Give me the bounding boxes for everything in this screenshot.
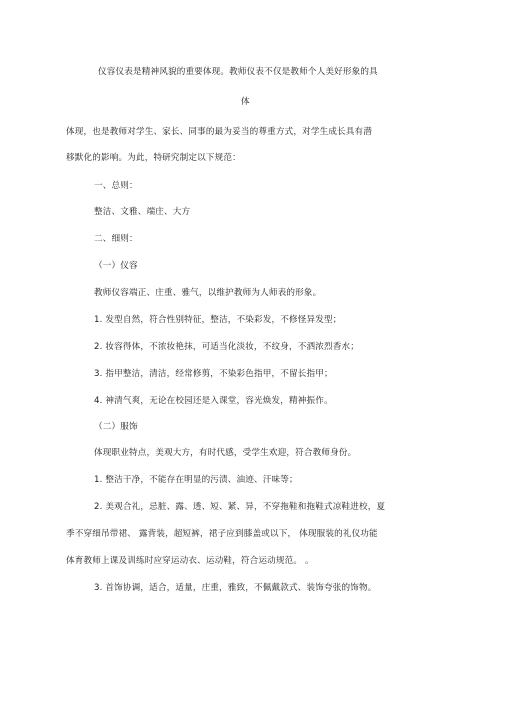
intro-line-2: 体 (241, 97, 250, 107)
clothing-item-2-line-2: 季不穿细吊带裙、 露背装，超短裤，裙子应到膝盖或以下， 体现服装的礼仪功能 (66, 529, 378, 539)
clothing-item-3: 3. 首饰协调，适合，适量，庄重，雅致，不佩戴款式、装饰夸张的饰物。 (94, 583, 377, 593)
clothing-item-2-line-3: 体育教师上课及训练时应穿运动衣、运动鞋，符合运动规范。 。 (66, 556, 314, 566)
appearance-item-4: 4. 神清气爽，无论在校园还是入课堂，容光焕发，精神振作。 (94, 396, 333, 406)
general-text: 整洁、文雅、端庄、大方 (94, 207, 191, 217)
clothing-item-2-line-1: 2. 美观合礼，忌脏、露、透、短、紧、异，不穿拖鞋和拖鞋式凉鞋进校，夏 (94, 502, 386, 512)
general-heading: 一、总则： (94, 181, 138, 191)
appearance-item-3: 3. 指甲整洁，清洁，经常修剪，不染彩色指甲，不留长指甲； (94, 369, 333, 379)
intro-line-1: 仪容仪表是精神风貌的重要体现。教师仪表不仅是教师个人美好形象的具 (98, 67, 378, 77)
appearance-item-1: 1. 发型自然，符合性别特征，整洁，不染彩发，不修怪异发型； (94, 315, 342, 325)
clothing-heading: （二）服饰 (94, 422, 138, 432)
appearance-intro: 教师仪容端正、庄重、雅气，以维护教师为人师表的形象。 (94, 288, 322, 298)
appearance-item-2: 2. 妆容得体，不浓妆艳抹，可适当化淡妆，不纹身，不洒浓烈香水； (94, 342, 359, 352)
intro-line-4: 移默化的影响。为此，特研究制定以下规范： (66, 153, 241, 163)
clothing-item-1: 1. 整洁干净，不能存在明显的污渍、油迹、汗味等； (94, 475, 298, 485)
details-heading: 二、细则： (94, 234, 138, 244)
clothing-intro: 体现职业特点，美观大方，有时代感，受学生欢迎，符合教师身份。 (94, 448, 357, 458)
appearance-heading: （一）仪容 (94, 261, 138, 271)
intro-line-3: 体现，也是教师对学生、家长、同事的最为妥当的尊重方式，对学生成长具有潜 (66, 127, 373, 137)
